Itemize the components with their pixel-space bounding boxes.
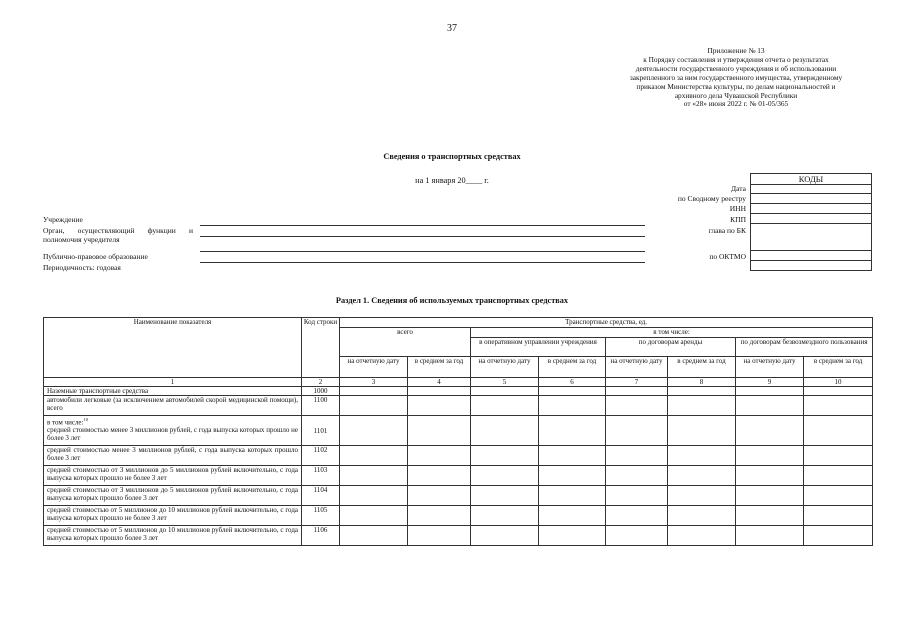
value-cell[interactable] (340, 416, 408, 446)
value-cell[interactable] (340, 396, 408, 416)
value-cell[interactable] (539, 387, 606, 396)
value-cell[interactable] (340, 506, 408, 526)
footnote-marker: 10 (83, 417, 88, 422)
value-cell[interactable] (606, 446, 668, 466)
value-cell[interactable] (340, 387, 408, 396)
value-cell[interactable] (736, 506, 804, 526)
value-cell[interactable] (606, 387, 668, 396)
value-cell[interactable] (804, 446, 873, 466)
value-cell[interactable] (804, 506, 873, 526)
value-cell[interactable] (340, 466, 408, 486)
value-cell[interactable] (408, 396, 471, 416)
label-kpp: КПП (730, 215, 746, 224)
value-cell[interactable] (668, 486, 736, 506)
value-cell[interactable] (408, 466, 471, 486)
appendix-line: от «28» июня 2022 г. № 01-05/365 (683, 99, 789, 109)
header-avg-year: в среднем за год (408, 357, 471, 378)
value-cell[interactable] (539, 396, 606, 416)
document-title: Сведения о транспортных средствах (383, 152, 521, 161)
value-cell[interactable] (606, 506, 668, 526)
row-name-prefix: в том числе: (47, 418, 84, 427)
value-cell[interactable] (408, 526, 471, 546)
field-label-authority: Орган, осуществляющий функции и полномочия учредителя (43, 226, 193, 244)
value-cell[interactable] (668, 396, 736, 416)
row-name: средней стоимостью менее 3 миллионов рублей, с года выпуска которых прошло более 3 лет (44, 446, 302, 466)
field-line-public-entity[interactable] (200, 262, 645, 263)
header-lease: по договорам аренды (606, 338, 736, 357)
value-cell[interactable] (539, 526, 606, 546)
code-cell-empty[interactable] (751, 261, 872, 271)
field-line-authority-2[interactable] (200, 251, 645, 252)
header-vehicles: Транспортные средства, ед. (340, 318, 873, 328)
value-cell[interactable] (471, 506, 539, 526)
codes-header: КОДЫ (751, 174, 872, 185)
row-code: 1103 (302, 466, 340, 486)
value-cell[interactable] (804, 416, 873, 446)
label-date: Дата (731, 184, 746, 193)
value-cell[interactable] (539, 416, 606, 446)
appendix-line: Приложение № 13 (707, 46, 765, 55)
value-cell[interactable] (539, 506, 606, 526)
appendix-line: деятельности государственного учреждения и об использовании (635, 63, 837, 73)
value-cell[interactable] (471, 486, 539, 506)
value-cell[interactable] (668, 387, 736, 396)
value-cell[interactable] (606, 526, 668, 546)
row-code: 1000 (302, 387, 340, 396)
value-cell[interactable] (408, 506, 471, 526)
row-name: средней стоимостью от 5 миллионов до 10 миллионов рублей включительно, с года выпуска которых прошло более 3 лет (44, 526, 302, 546)
value-cell[interactable] (340, 526, 408, 546)
table-row (44, 466, 873, 486)
table-row (44, 387, 873, 396)
appendix-line: к Порядку составления и утверждения отчета о результатах (643, 54, 829, 64)
header-on-date: на отчетную дату (736, 357, 804, 378)
header-avg-year: в среднем за год (804, 357, 873, 378)
value-cell[interactable] (471, 526, 539, 546)
table-row (44, 526, 873, 546)
header-on-date: на отчетную дату (471, 357, 539, 378)
header-including: в том числе: (471, 328, 873, 338)
column-number: 3 (340, 378, 408, 387)
report-date-line[interactable]: на 1 января 20____ г. (415, 176, 489, 185)
row-code: 1106 (302, 526, 340, 546)
value-cell[interactable] (471, 446, 539, 466)
value-cell[interactable] (606, 396, 668, 416)
field-line-authority[interactable] (200, 236, 645, 237)
value-cell[interactable] (736, 526, 804, 546)
value-cell[interactable] (668, 506, 736, 526)
column-number: 8 (668, 378, 736, 387)
section-title: Раздел 1. Сведения об используемых транспортных средствах (335, 296, 569, 305)
field-label-institution: Учреждение (43, 215, 83, 224)
value-cell[interactable] (408, 446, 471, 466)
value-cell[interactable] (471, 387, 539, 396)
value-cell[interactable] (471, 416, 539, 446)
column-number: 9 (736, 378, 804, 387)
value-cell[interactable] (804, 387, 873, 396)
code-cell-kpp[interactable] (751, 214, 872, 224)
value-cell[interactable] (668, 416, 736, 446)
value-cell[interactable] (668, 526, 736, 546)
value-cell[interactable] (804, 396, 873, 416)
row-name-text: средней стоимостью менее 3 миллионов рублей, с года выпуска которых прошло не более 3 лет (47, 426, 298, 443)
value-cell[interactable] (606, 466, 668, 486)
header-total: всего (340, 328, 471, 357)
value-cell[interactable] (408, 486, 471, 506)
row-code: 1105 (302, 506, 340, 526)
value-cell[interactable] (539, 486, 606, 506)
label-oktmo: по ОКТМО (709, 252, 746, 261)
code-cell-date[interactable] (751, 185, 872, 194)
table-row (44, 486, 873, 506)
column-number: 10 (804, 378, 873, 387)
value-cell[interactable] (668, 446, 736, 466)
row-code: 1100 (302, 396, 340, 416)
code-cell-oktmo[interactable] (751, 251, 872, 261)
table-row (44, 446, 873, 466)
value-cell[interactable] (668, 466, 736, 486)
table-row (44, 506, 873, 526)
label-budget-chapter: глава по БК (708, 226, 746, 235)
header-row-code: Код строки (302, 318, 340, 378)
value-cell[interactable] (736, 416, 804, 446)
column-numbers-row (44, 378, 873, 387)
header-avg-year: в среднем за год (668, 357, 736, 378)
value-cell[interactable] (340, 446, 408, 466)
row-code: 1102 (302, 446, 340, 466)
value-cell[interactable] (804, 486, 873, 506)
row-name: средней стоимостью от 5 миллионов до 10 миллионов рублей включительно, с года выпуска которых прошло не более 3 лет (44, 506, 302, 526)
label-registry: по Сводному реестру (677, 194, 746, 203)
value-cell[interactable] (804, 526, 873, 546)
appendix-line: приказом Министерства культуры, по делам национальностей и (636, 81, 836, 91)
value-cell[interactable] (408, 387, 471, 396)
value-cell[interactable] (340, 486, 408, 506)
header-on-date: на отчетную дату (606, 357, 668, 378)
code-cell-inn[interactable] (751, 204, 872, 214)
code-cell-budget-chapter[interactable] (751, 224, 872, 251)
row-name: автомобили легковые (за исключением автомобилей скорой медицинской помощи), всего (44, 396, 302, 416)
value-cell[interactable] (471, 396, 539, 416)
row-name: средней стоимостью от 3 миллионов до 5 миллионов рублей включительно, с года выпуска которых прошло не более 3 лет (44, 466, 302, 486)
row-name (44, 416, 302, 446)
header-avg-year: в среднем за год (539, 357, 606, 378)
row-code: 1101 (302, 416, 340, 446)
code-cell-registry[interactable] (751, 194, 872, 204)
column-number: 6 (539, 378, 606, 387)
field-line-institution[interactable] (200, 225, 645, 226)
value-cell[interactable] (408, 416, 471, 446)
appendix-line: закрепленного за ним государственного имущества, утвержденному (629, 72, 843, 82)
column-number: 4 (408, 378, 471, 387)
value-cell[interactable] (736, 446, 804, 466)
table-row (44, 396, 873, 416)
field-label-periodicity: Периодичность: годовая (43, 263, 121, 272)
header-on-date: на отчетную дату (340, 357, 408, 378)
table-row (44, 416, 873, 446)
column-number: 7 (606, 378, 668, 387)
value-cell[interactable] (736, 486, 804, 506)
column-number: 1 (44, 378, 302, 387)
field-label-public-entity: Публично-правовое образование (43, 252, 148, 261)
label-inn: ИНН (729, 204, 746, 213)
value-cell[interactable] (736, 396, 804, 416)
row-code: 1104 (302, 486, 340, 506)
appendix-line: архивного дела Чувашской Республики (674, 90, 798, 100)
header-free-use: по договорам безвозмездного пользования (736, 338, 873, 357)
value-cell[interactable] (606, 486, 668, 506)
column-number: 5 (471, 378, 539, 387)
row-name: средней стоимостью от 3 миллионов до 5 миллионов рублей включительно, с года выпуска которых прошло более 3 лет (44, 486, 302, 506)
row-name: Наземные транспортные средства (44, 387, 302, 396)
value-cell[interactable] (736, 387, 804, 396)
header-operative: в оперативном управлении учреждения (471, 338, 606, 357)
value-cell[interactable] (804, 466, 873, 486)
value-cell[interactable] (539, 466, 606, 486)
vehicles-table (43, 317, 873, 546)
codes-table (750, 173, 872, 271)
column-number: 2 (302, 378, 340, 387)
appendix-header (600, 47, 872, 109)
page-number: 37 (447, 23, 457, 34)
value-cell[interactable] (606, 416, 668, 446)
header-indicator-name: Наименование показателя (44, 318, 302, 378)
value-cell[interactable] (539, 446, 606, 466)
value-cell[interactable] (471, 466, 539, 486)
value-cell[interactable] (736, 466, 804, 486)
